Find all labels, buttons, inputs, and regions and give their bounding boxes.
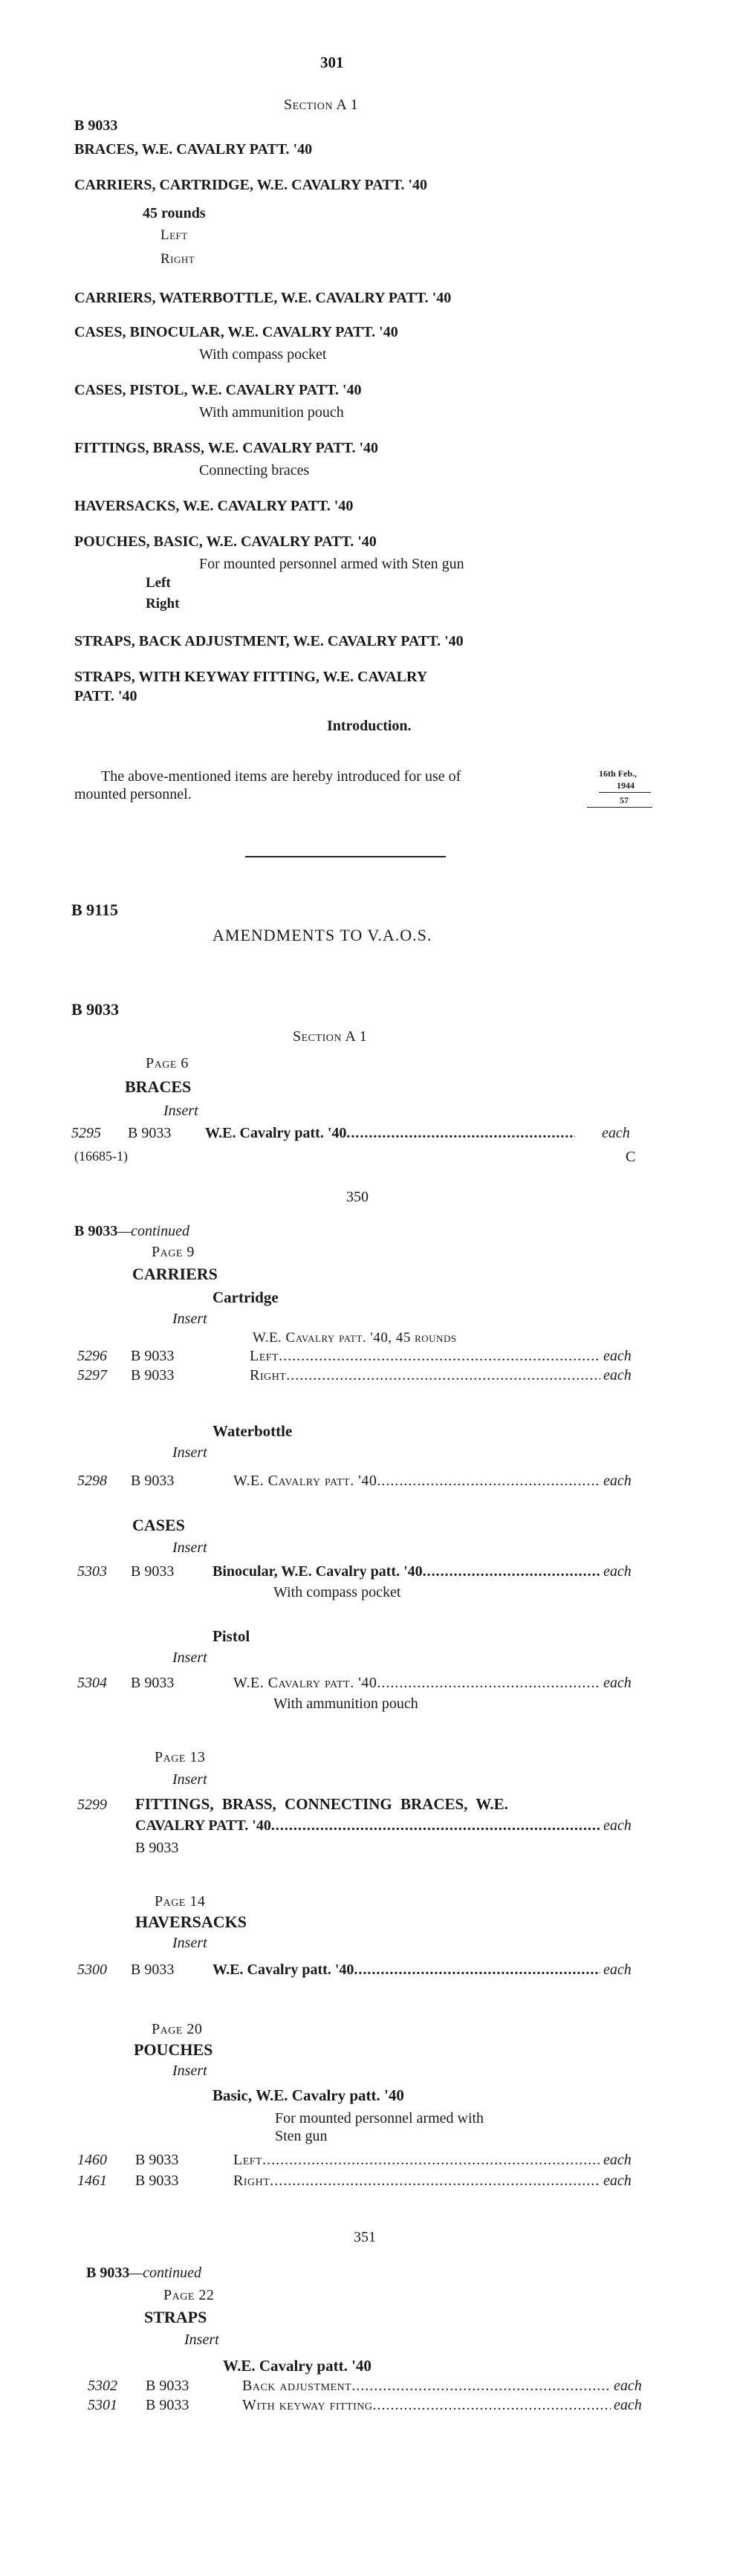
entry-text: W.E. Cavalry patt. '40 xyxy=(233,1473,377,1489)
entry-text: Left xyxy=(250,1348,279,1364)
dot-leader xyxy=(262,2152,600,2169)
section-heading: Section A 1 xyxy=(284,97,359,113)
page-number-351: 351 xyxy=(354,2229,376,2245)
each-label: each xyxy=(603,1473,632,1489)
each-label: each xyxy=(614,2397,642,2413)
code-label: B 9033 xyxy=(86,2265,130,2281)
pouches-heading: POUCHES xyxy=(134,2040,213,2059)
reference-letter: C xyxy=(626,1149,636,1165)
insert-label: Insert xyxy=(172,1649,207,1666)
entry-number: 5304 xyxy=(77,1675,107,1691)
item-cases-pistol: CASES, PISTOL, W.E. CAVALRY PATT. '40 xyxy=(74,382,362,398)
entry-5296-line xyxy=(250,1348,600,1365)
entry-code: B 9033 xyxy=(146,2378,189,2394)
basic-subheading: Basic, W.E. Cavalry patt. '40 xyxy=(212,2086,404,2104)
pistol-subheading: Pistol xyxy=(212,1627,250,1645)
entry-code: B 9033 xyxy=(131,1675,175,1691)
introduction-heading: Introduction. xyxy=(327,718,412,734)
compass-note: With compass pocket xyxy=(273,1584,401,1600)
entry-5303-line xyxy=(212,1563,600,1580)
entry-code: B 9033 xyxy=(146,2397,189,2413)
item-braces: BRACES, W.E. CAVALRY PATT. '40 xyxy=(74,141,313,158)
section-divider xyxy=(245,856,446,857)
page-13-label: Page 13 xyxy=(155,1749,206,1765)
item-carriers-waterbottle: CARRIERS, WATERBOTTLE, W.E. CAVALRY PATT. '40 xyxy=(74,290,452,306)
item-pouches: POUCHES, BASIC, W.E. CAVALRY PATT. '40 xyxy=(74,533,377,550)
continued-label: —continued xyxy=(129,2265,201,2281)
entry-text: Left xyxy=(233,2152,263,2168)
each-label: each xyxy=(603,1367,632,1383)
dot-leader xyxy=(346,1125,575,1142)
entry-code: B 9033 xyxy=(131,1348,175,1364)
entry-5304-line xyxy=(233,1675,600,1692)
entry-number: 5303 xyxy=(77,1563,107,1580)
entry-5297-line xyxy=(250,1367,600,1384)
insert-label: Insert xyxy=(163,1103,198,1119)
entry-text: Right xyxy=(250,1367,287,1383)
entry-number: 5299 xyxy=(77,1797,107,1813)
left-label-2: Left xyxy=(146,575,171,591)
insert-label: Insert xyxy=(172,1935,207,1951)
entry-number: 1461 xyxy=(77,2173,107,2189)
insert-label: Insert xyxy=(172,1771,207,1788)
entry-1460-line xyxy=(233,2152,600,2169)
entry-code: B 9033 xyxy=(135,2152,179,2168)
code-9115: B 9115 xyxy=(71,901,118,919)
entry-code: B 9033 xyxy=(131,1563,175,1580)
item-straps-keyway-line2: PATT. '40 xyxy=(74,688,137,704)
braces-heading: BRACES xyxy=(125,1077,192,1096)
margin-underline xyxy=(587,807,652,808)
entry-code: B 9033 xyxy=(135,1840,179,1856)
dot-leader xyxy=(271,1817,600,1834)
code-continued xyxy=(74,1223,189,1240)
entry-code: B 9033 xyxy=(131,1473,175,1489)
continued-label: —continued xyxy=(117,1223,189,1239)
catalogue-code: B 9033 xyxy=(74,117,118,134)
page-22-label: Page 22 xyxy=(163,2287,215,2303)
each-label: each xyxy=(603,1675,632,1691)
entry-number: 5297 xyxy=(77,1367,107,1383)
dot-leader xyxy=(351,2378,611,2395)
each-label: each xyxy=(603,2173,632,2189)
cartridge-subheading: Cartridge xyxy=(212,1288,279,1306)
entry-text: With keyway fitting xyxy=(242,2397,373,2413)
entry-code: B 9033 xyxy=(135,2173,179,2189)
straps-heading: STRAPS xyxy=(144,2308,207,2326)
page-20-label: Page 20 xyxy=(152,2021,203,2037)
entry-number: 5296 xyxy=(77,1348,107,1364)
code-9033: B 9033 xyxy=(71,1000,120,1019)
right-label: Right xyxy=(160,251,195,267)
intro-paragraph-line2: mounted personnel. xyxy=(74,786,192,802)
each-label: each xyxy=(603,1563,632,1580)
page-14-label: Page 14 xyxy=(155,1893,206,1910)
sten-note-line2: Sten gun xyxy=(275,2128,328,2144)
right-label-2: Right xyxy=(146,596,180,611)
ammo-note: With ammunition pouch xyxy=(273,1696,418,1712)
rounds-label: 45 rounds xyxy=(143,205,206,221)
each-label: each xyxy=(603,2152,632,2168)
entry-text: W.E. Cavalry patt. '40 xyxy=(205,1125,347,1141)
dot-leader xyxy=(377,1675,600,1692)
entry-text: Back adjustment xyxy=(242,2378,352,2394)
item-cases-binocular: CASES, BINOCULAR, W.E. CAVALRY PATT. '40 xyxy=(74,324,398,340)
each-label: each xyxy=(614,2378,642,2394)
section-heading-2: Section A 1 xyxy=(293,1028,368,1045)
code-continued xyxy=(86,2265,201,2282)
insert-label: Insert xyxy=(172,2063,207,2079)
carriers-heading: CARRIERS xyxy=(132,1265,218,1283)
wecav-subheading: W.E. Cavalry patt. '40 xyxy=(223,2357,372,2375)
item-haversacks: HAVERSACKS, W.E. CAVALRY PATT. '40 xyxy=(74,498,354,514)
entry-5301-line xyxy=(242,2397,611,2414)
insert-label: Insert xyxy=(172,1540,207,1556)
entry-text: W.E. Cavalry patt. '40 xyxy=(233,1675,377,1691)
entry-number: 1460 xyxy=(77,2152,107,2168)
entry-5300-line xyxy=(212,1962,600,1979)
page-number-350: 350 xyxy=(346,1189,369,1205)
entry-number: 5302 xyxy=(88,2378,117,2394)
entry-5299-line2 xyxy=(135,1817,600,1834)
each-label: each xyxy=(603,1817,632,1834)
item-fittings: FITTINGS, BRASS, W.E. CAVALRY PATT. '40 xyxy=(74,440,379,456)
dot-leader xyxy=(423,1563,600,1580)
entry-5302-line xyxy=(242,2378,611,2395)
wecav-45-rounds: W.E. Cavalry patt. '40, 45 rounds xyxy=(253,1330,457,1346)
insert-label: Insert xyxy=(184,2332,219,2348)
entry-text: CAVALRY PATT. '40 xyxy=(135,1817,271,1834)
entry-code: B 9033 xyxy=(131,1367,175,1383)
haversacks-heading: HAVERSACKS xyxy=(135,1912,247,1931)
sten-note: For mounted personnel armed with Sten gun xyxy=(199,556,464,572)
page-9-label: Page 9 xyxy=(152,1244,195,1260)
sten-note-line1: For mounted personnel armed with xyxy=(275,2110,484,2126)
item-straps-back: STRAPS, BACK ADJUSTMENT, W.E. CAVALRY PATT. '40 xyxy=(74,633,464,649)
margin-number: 57 xyxy=(620,795,629,805)
entry-code: B 9033 xyxy=(131,1962,175,1978)
margin-date: 16th Feb., xyxy=(599,768,637,779)
insert-label: Insert xyxy=(172,1444,207,1461)
dot-leader xyxy=(373,2397,611,2414)
code-label: B 9033 xyxy=(74,1223,118,1239)
compass-note: With compass pocket xyxy=(199,346,327,363)
insert-label: Insert xyxy=(172,1311,207,1327)
entry-5299-line1: FITTINGS, BRASS, CONNECTING BRACES, W.E. xyxy=(135,1795,508,1813)
entry-5298-line xyxy=(233,1473,600,1490)
each-label: each xyxy=(602,1125,630,1141)
item-carriers-cartridge: CARRIERS, CARTRIDGE, W.E. CAVALRY PATT. '40 xyxy=(74,177,427,193)
dot-leader xyxy=(270,2173,600,2190)
entry-number: 5301 xyxy=(88,2397,117,2413)
entry-code: B 9033 xyxy=(128,1125,172,1141)
ammo-note: With ammunition pouch xyxy=(199,404,344,421)
reference-number: (16685-1) xyxy=(74,1149,128,1164)
entry-text: W.E. Cavalry patt. '40 xyxy=(212,1962,354,1978)
dot-leader xyxy=(377,1473,600,1490)
entry-text: Right xyxy=(233,2173,270,2189)
entry-1461-line xyxy=(233,2173,600,2190)
cases-heading: CASES xyxy=(132,1516,185,1534)
dot-leader xyxy=(354,1962,600,1979)
entry-number: 5300 xyxy=(77,1962,107,1978)
dot-leader xyxy=(279,1348,600,1365)
margin-year: 1944 xyxy=(617,780,635,791)
entry-number: 5298 xyxy=(77,1473,107,1489)
intro-paragraph-line1: The above-mentioned items are hereby introduced for use of xyxy=(101,768,461,785)
each-label: each xyxy=(603,1962,632,1978)
left-label: Left xyxy=(160,227,188,243)
item-straps-keyway-line1: STRAPS, WITH KEYWAY FITTING, W.E. CAVALRY xyxy=(74,669,428,685)
entry-5295-line xyxy=(205,1125,575,1142)
margin-rule xyxy=(599,792,651,793)
page-number: 301 xyxy=(320,53,344,71)
amendments-heading: AMENDMENTS TO V.A.O.S. xyxy=(212,926,432,944)
page-6-label: Page 6 xyxy=(146,1055,189,1071)
each-label: each xyxy=(603,1348,632,1364)
connecting-note: Connecting braces xyxy=(199,462,310,478)
waterbottle-subheading: Waterbottle xyxy=(212,1422,293,1440)
entry-number: 5295 xyxy=(71,1125,101,1141)
dot-leader xyxy=(286,1367,600,1384)
entry-text: Binocular, W.E. Cavalry patt. '40 xyxy=(212,1563,423,1580)
